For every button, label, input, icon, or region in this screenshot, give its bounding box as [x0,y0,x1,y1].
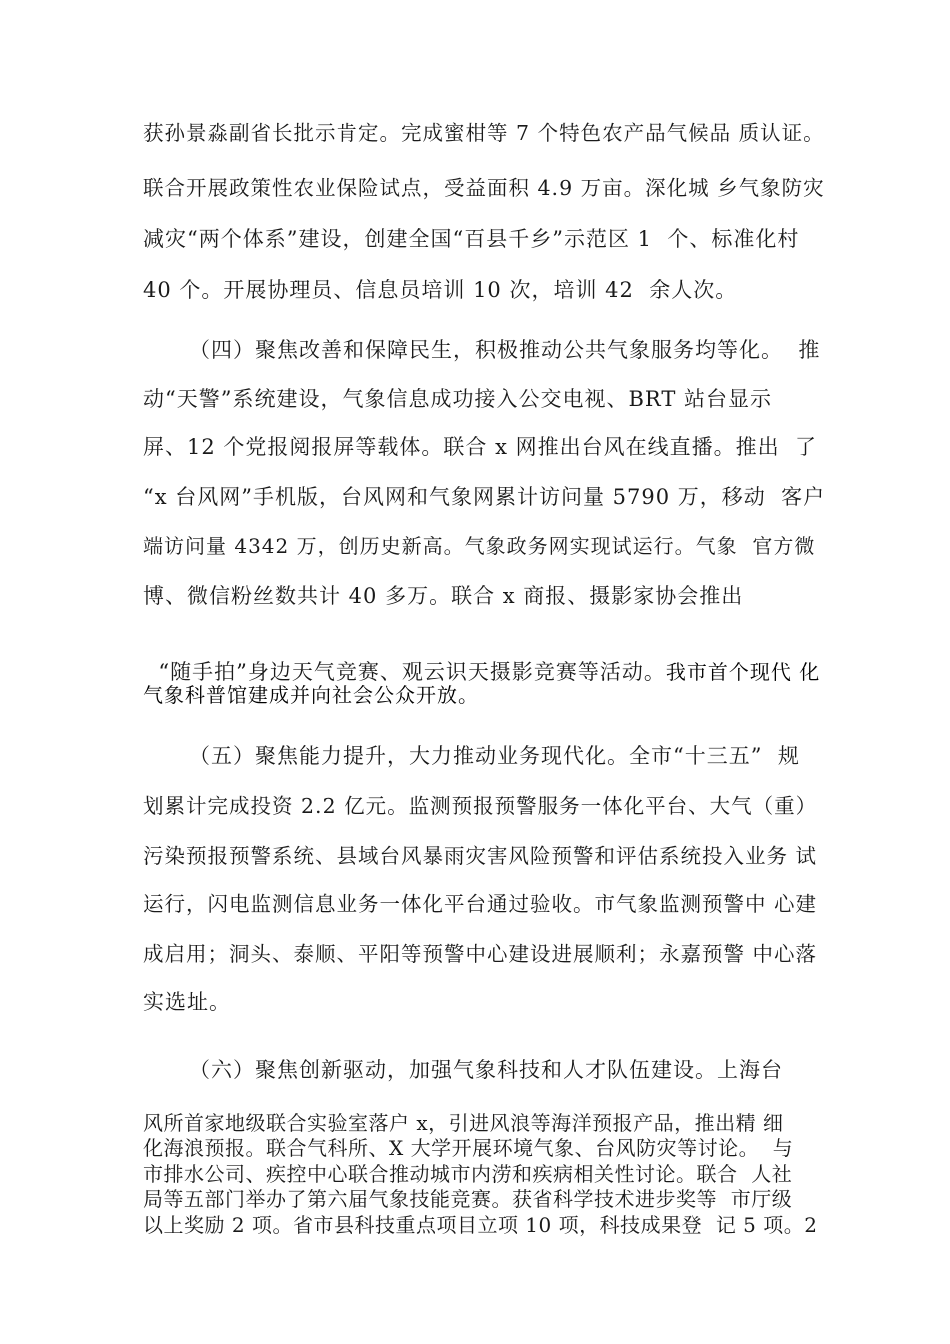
text-line: （六）聚焦创新驱动，加强气象科技和人才队伍建设。上海台 [189,1058,783,1082]
text-line [143,633,820,685]
text-line: 获孙景淼副省长批示肯定。完成蜜柑等 7 个特色农产品气候品 质认证。 [143,121,825,145]
text-line: 动“天警”系统建设，气象信息成功接入公交电视、BRT 站台显示 [143,387,773,411]
text-line: 气象科普馆建成并向社会公众开放。 [143,683,479,707]
text-line: 污染预报预警系统、县域台风暴雨灾害风险预警和评估系统投入业务 试 [143,844,818,868]
text-line: 实选址。 [143,990,231,1014]
text-line: 减灾“两个体系”建设，创建全国“百县千乡”示范区 1 个、标准化村 [143,227,800,251]
text-line: （五）聚焦能力提升，大力推动业务现代化。全市“十三五” 规 [189,744,800,768]
text-run-emphasis: 我市首个现代 化 [665,660,821,684]
text-line: “x 台风网”手机版，台风网和气象网累计访问量 5790 万，移动 客户 [143,485,826,509]
text-line: 风所首家地级联合实验室落户 x，引进风浪等海洋预报产品，推出精 细 [143,1111,784,1135]
text-line: 局等五部门举办了第六届气象技能竞赛。获省科学技术进步奖等 市厅级 [143,1187,793,1211]
text-line: 成启用；洞头、泰顺、平阳等预警中心建设进展顺利；永嘉预警 中心落 [143,942,818,966]
text-line: 划累计完成投资 2.2 亿元。监测预报预警服务一体化平台、大气（重） [143,794,818,818]
text-line: （四）聚焦改善和保障民生，积极推动公共气象服务均等化。 推 [189,338,821,362]
text-line: 端访问量 4342 万，创历史新高。气象政务网实现试运行。气象 官方微 [143,534,816,558]
text-line: 联合开展政策性农业保险试点，受益面积 4.9 万亩。深化城 乡气象防灾 [143,176,825,200]
text-line: 化海浪预报。联合气科所、X 大学开展环境气象、台风防灾等讨论。 与 [143,1136,794,1160]
text-run: “随手拍”身边天气竞赛、观云识天摄影竞赛等活动。 [158,660,666,684]
text-line: 运行，闪电监测信息业务一体化平台通过验收。市气象监测预警中 心建 [143,892,818,916]
text-line: 以上奖励 2 项。省市县科技重点项目立项 10 项，科技成果登 记 5 项。2 [143,1213,818,1237]
text-line: 40 个。开展协理员、信息员培训 10 次，培训 42 余人次。 [143,278,738,302]
text-line: 市排水公司、疾控中心联合推动城市内涝和疾病相关性讨论。联合 人社 [143,1162,793,1186]
text-line: 博、微信粉丝数共计 40 多万。联合 x 商报、摄影家协会推出 [143,584,744,608]
text-line: 屏、12 个党报阅报屏等载体。联合 x 网推出台风在线直播。推出 了 [143,435,817,459]
